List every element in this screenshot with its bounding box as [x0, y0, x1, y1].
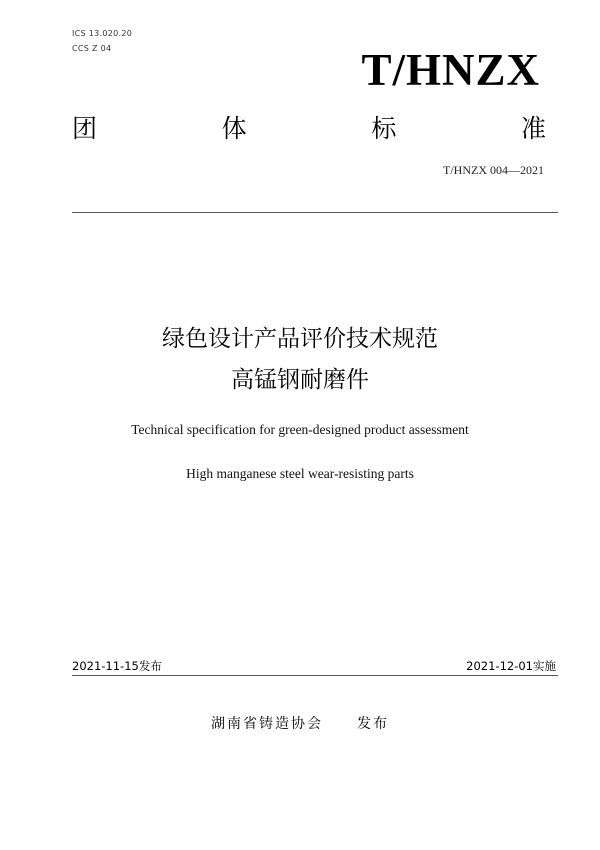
implementation-date: 2021-12-01实施 [466, 659, 556, 673]
publisher-line [0, 717, 600, 731]
standard-number: T/HNZX 004—2021 [443, 163, 544, 177]
header-divider [72, 212, 558, 213]
ics-code: ICS 13.020.20 [72, 29, 133, 38]
issue-date: 2021-11-15发布 [72, 659, 162, 673]
standard-type-char: 团 [72, 114, 98, 143]
publisher-name: 湖南省铸造协会 [211, 716, 323, 732]
ccs-code: CCS Z 04 [72, 44, 112, 53]
english-title-line-2: High manganese steel wear-resisting parts [186, 466, 414, 481]
chinese-title-line-1: 绿色设计产品评价技术规范 [162, 326, 438, 352]
footer-divider [72, 675, 558, 676]
standard-type-heading [72, 116, 546, 141]
english-title-line-1: Technical specification for green-designed product assessment [131, 422, 469, 437]
standard-type-char: 标 [371, 114, 397, 143]
chinese-title-line-2: 高锰钢耐磨件 [231, 367, 369, 393]
publisher-action: 发布 [357, 716, 389, 732]
standard-brand-code: T/HNZX [361, 45, 540, 95]
standard-type-char: 体 [221, 114, 247, 143]
standard-type-char: 准 [520, 114, 546, 143]
